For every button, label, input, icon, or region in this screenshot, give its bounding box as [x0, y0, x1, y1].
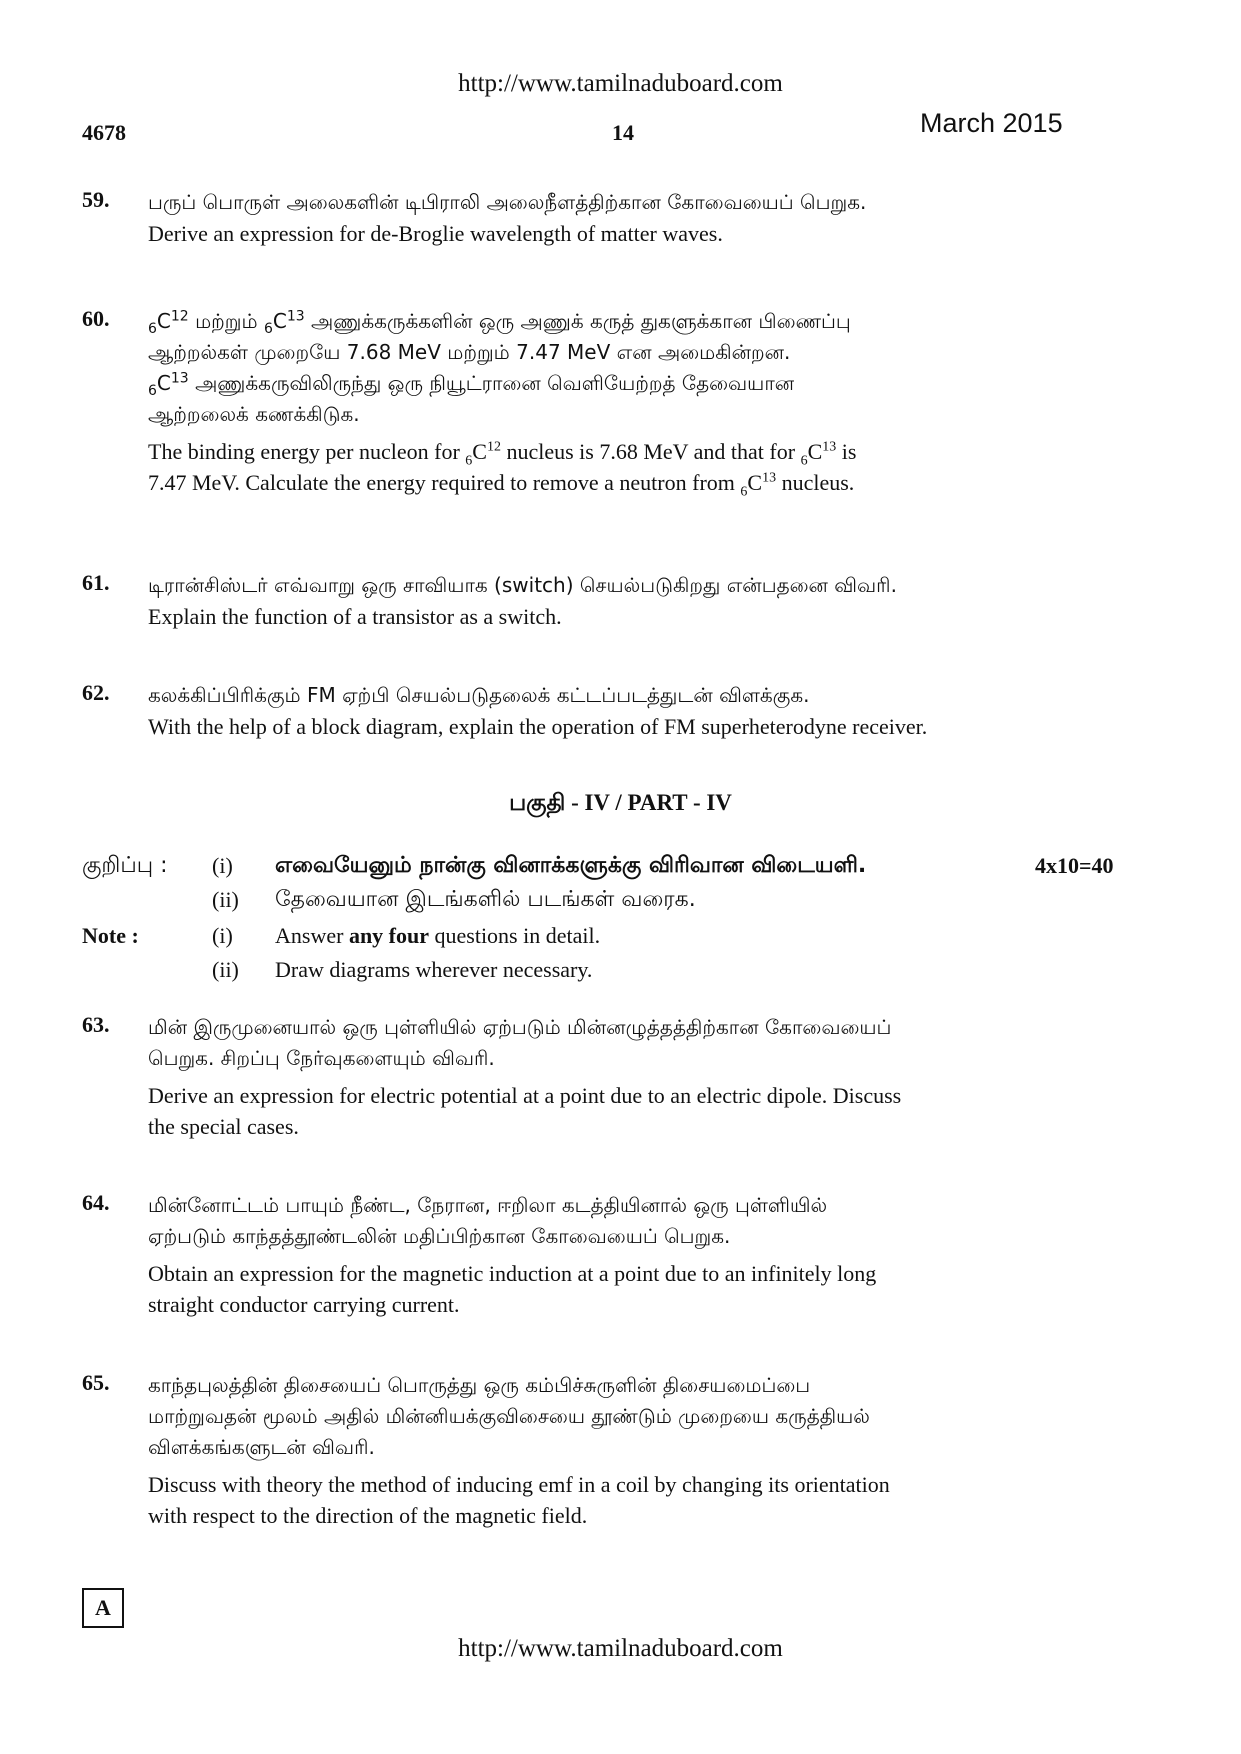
- question-62: [82, 680, 1122, 742]
- question-number: 59.: [82, 187, 110, 212]
- question-text-english-line-2: the special cases.: [148, 1114, 299, 1139]
- tamil-note-ii: தேவையான இடங்களில் படங்கள் வரைக.: [275, 887, 696, 912]
- question-text-english-line-1: Obtain an expression for the magnetic induction at a point due to an infinitely long: [148, 1261, 877, 1286]
- question-64: [82, 1190, 1122, 1320]
- exam-code: 4678: [82, 120, 126, 145]
- question-text-tamil-line-4: ஆற்றலைக் கணக்கிடுக.: [148, 402, 360, 426]
- question-text-tamil-line-2: ஆற்றல்கள் முறையே 7.68 MeV மற்றும் 7.47 MeV என அமைகின்றன.: [148, 340, 791, 364]
- question-number: 62.: [82, 680, 110, 705]
- question-text-tamil-line-1: மின் இருமுனையால் ஒரு புள்ளியில் ஏற்படும் மின்னழுத்தத்திற்கான கோவையைப்: [148, 1015, 892, 1039]
- tamil-note-marker-i: (i): [212, 853, 233, 878]
- english-note-marker-i: (i): [212, 923, 233, 948]
- header-url: http://www.tamilnaduboard.com: [458, 70, 783, 97]
- question-text-tamil-line-2: பெறுக. சிறப்பு நேர்வுகளையும் விவரி.: [148, 1046, 495, 1070]
- question-text-tamil-line-1: காந்தபுலத்தின் திசையைப் பொருத்து ஒரு கம்பிச்சுருளின் திசையமைப்பை: [148, 1373, 811, 1397]
- question-text-english: Derive an expression for de-Broglie wavelength of matter waves.: [148, 221, 723, 246]
- question-text-tamil: கலக்கிப்பிரிக்கும் FM ஏற்பி செயல்படுதலைக் கட்டப்படத்துடன் விளக்குக.: [148, 683, 810, 707]
- paper-version-box: A: [82, 1588, 124, 1628]
- question-text-english-line-2: straight conductor carrying current.: [148, 1292, 460, 1317]
- question-text-english-line-1: Discuss with theory the method of inducing emf in a coil by changing its orientation: [148, 1472, 890, 1497]
- marks-allocation: 4x10=40: [1035, 853, 1114, 878]
- footer-url: http://www.tamilnaduboard.com: [458, 1635, 783, 1662]
- exam-date: March 2015: [920, 108, 1063, 138]
- question-59: [82, 187, 1122, 249]
- page-number: 14: [612, 120, 634, 145]
- question-text-english: Explain the function of a transistor as a switch.: [148, 604, 562, 629]
- question-text-tamil: பருப் பொருள் அலைகளின் டிபிராலி அலைநீளத்திற்கான கோவையைப் பெறுக.: [148, 190, 867, 214]
- question-text-tamil-line-1: மின்னோட்டம் பாயும் நீண்ட, நேரான, ஈறிலா கடத்தியினால் ஒரு புள்ளியில்: [148, 1193, 828, 1217]
- tamil-note-marker-ii: (ii): [212, 887, 239, 912]
- question-text-english-line-1: Derive an expression for electric potential at a point due to an electric dipole. Discuss: [148, 1083, 902, 1108]
- tamil-note-label: குறிப்பு :: [82, 853, 168, 878]
- english-note-label: Note :: [82, 923, 139, 948]
- question-text-english: With the help of a block diagram, explain the operation of FM superheterodyne receiver.: [148, 714, 928, 739]
- english-note-i: Answer any four questions in detail.: [275, 923, 601, 948]
- question-text-tamil-line-3: $_6C^{13}$ அணுக்கருவிலிருந்து ஒரு நியூட்ரானை வெளியேற்றத் தேவையான: [148, 370, 795, 399]
- question-60: [82, 306, 1122, 498]
- question-text-tamil-line-1: $_6C^{12}$ மற்றும் $_6C^{13}$ அணுக்கருக்களின் ஒரு அணுக் கருத் துகளுக்கான பிணைப்பு: [148, 308, 851, 337]
- question-text-tamil-line-2: ஏற்படும் காந்தத்தூண்டலின் மதிப்பிற்கான கோவையைப் பெறுக.: [148, 1224, 731, 1248]
- english-note-ii: Draw diagrams wherever necessary.: [275, 957, 593, 982]
- question-text-english-line-1: The binding energy per nucleon for $_6C^{12}$ nucleus is 7.68 MeV and that for $_6C^{13}$ is: [148, 439, 857, 469]
- question-number: 61.: [82, 570, 110, 595]
- question-number: 60.: [82, 306, 110, 331]
- question-text-tamil: டிரான்சிஸ்டர் எவ்வாறு ஒரு சாவியாக (switch) செயல்படுகிறது என்பதனை விவரி.: [148, 573, 897, 597]
- question-text-english-line-2: with respect to the direction of the magnetic field.: [148, 1503, 588, 1528]
- english-note-marker-ii: (ii): [212, 957, 239, 982]
- part-heading: பகுதி - IV / PART - IV: [509, 790, 732, 815]
- question-number: 63.: [82, 1012, 110, 1037]
- question-63: [82, 1012, 1122, 1142]
- question-text-tamil-line-3: விளக்கங்களுடன் விவரி.: [148, 1435, 375, 1459]
- question-number: 64.: [82, 1190, 110, 1215]
- question-61: [82, 570, 1122, 632]
- question-text-english-line-2: 7.47 MeV. Calculate the energy required to remove a neutron from $_6C^{13}$ nucleus.: [148, 470, 855, 500]
- question-number: 65.: [82, 1370, 110, 1395]
- question-text-tamil-line-2: மாற்றுவதன் மூலம் அதில் மின்னியக்குவிசையை தூண்டும் முறையை கருத்தியல்: [148, 1404, 870, 1428]
- tamil-note-i: எவையேனும் நான்கு வினாக்களுக்கு விரிவான விடையளி.: [275, 853, 867, 878]
- question-65: [82, 1370, 1122, 1531]
